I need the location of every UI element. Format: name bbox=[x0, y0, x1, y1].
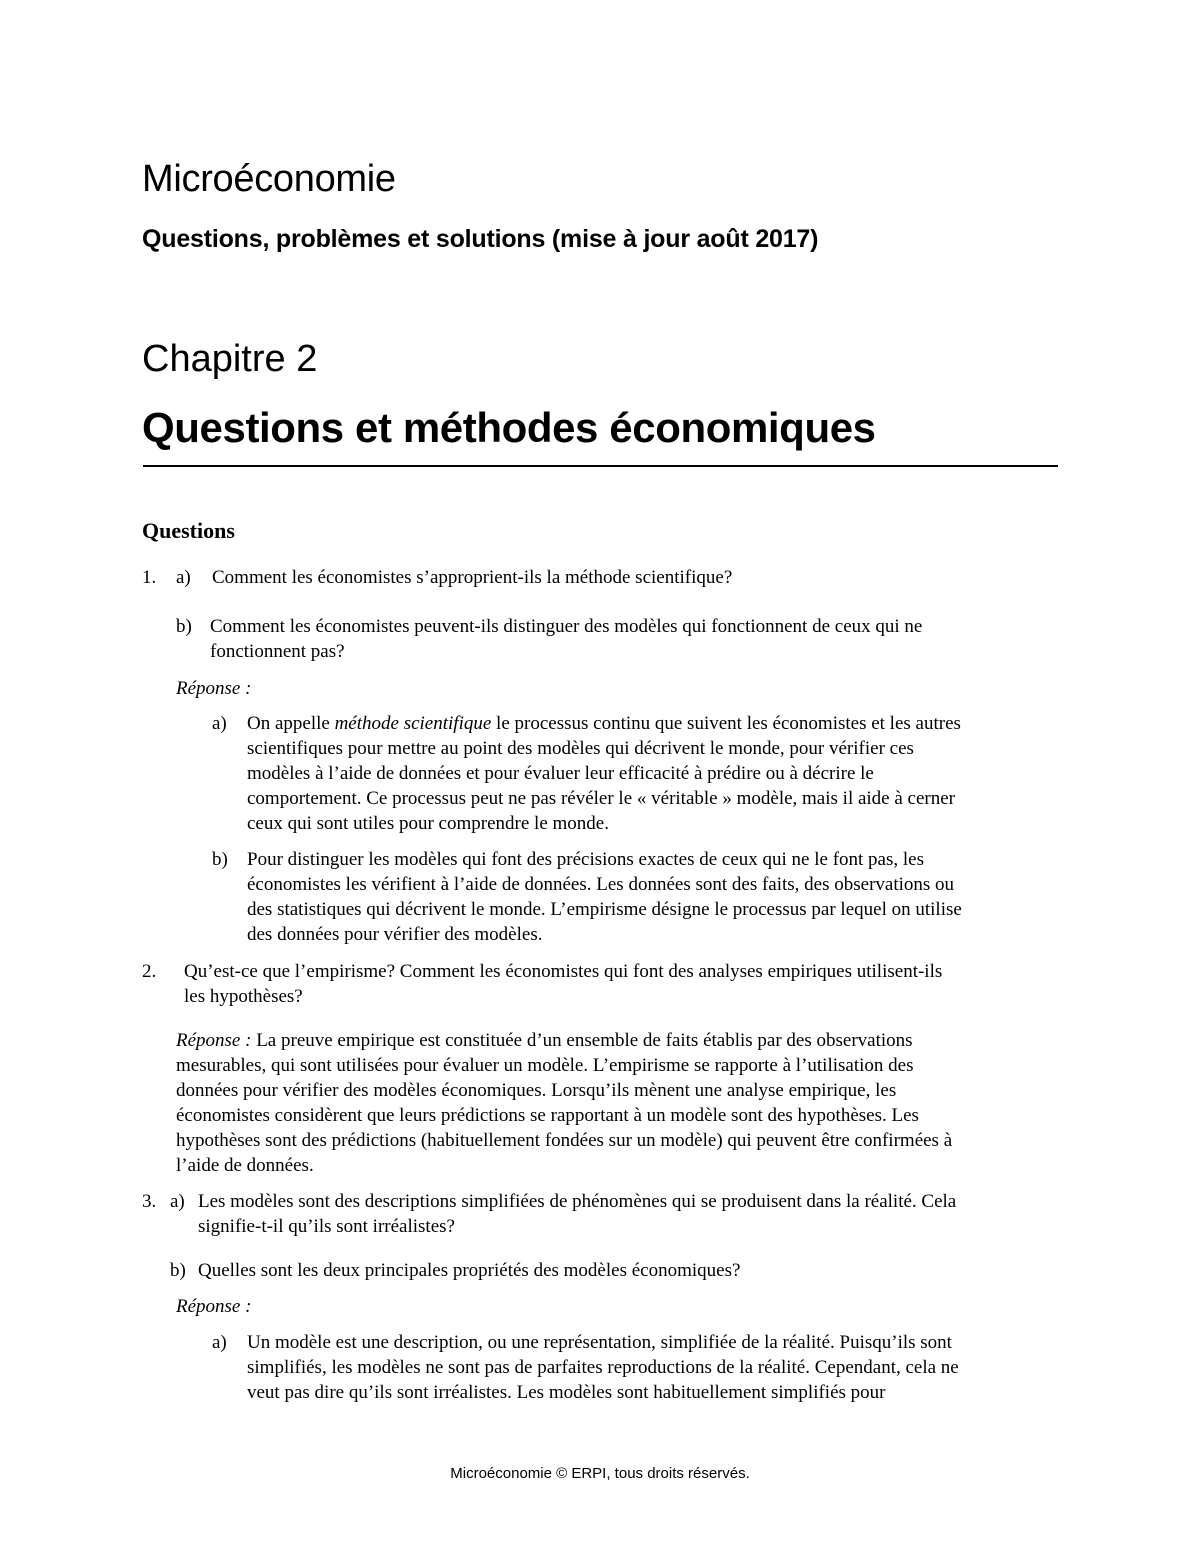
term-methode-scientifique: méthode scientifique bbox=[334, 713, 492, 734]
answer-1a-line: comportement. Ce processus peut ne pas révéler le « véritable » modèle, mais il aide à cerner bbox=[247, 788, 956, 809]
answer-part-label: a) bbox=[212, 713, 227, 734]
answer-1a-prefix: On appelle bbox=[247, 713, 335, 734]
question-part-label: b) bbox=[176, 616, 192, 637]
answer-1a-line bbox=[247, 711, 961, 736]
question-1b-text-line: fonctionnent pas? bbox=[210, 641, 345, 662]
answer-1b-line: économistes les vérifient à l’aide de données. Les données sont des faits, des observations ou bbox=[247, 874, 955, 895]
answer-3a-line: veut pas dire qu’ils sont irréalistes. Les modèles sont habituellement simplifiés pour bbox=[247, 1382, 886, 1403]
book-subtitle: Questions, problèmes et solutions (mise à jour août 2017) bbox=[142, 225, 819, 253]
reponse-label: Réponse : bbox=[176, 1296, 252, 1317]
answer-2-line: données pour vérifier des modèles économiques. Lorsqu’ils mènent une analyse empirique, les bbox=[176, 1080, 897, 1101]
book-title: Microéconomie bbox=[142, 158, 396, 200]
section-heading-questions: Questions bbox=[142, 518, 235, 543]
answer-2-line: mesurables, qui sont utilisées pour évaluer un modèle. L’empirisme se rapporte à l’utilisation des bbox=[176, 1055, 914, 1076]
page-footer: Microéconomie © ERPI, tous droits réservés. bbox=[450, 1465, 750, 1482]
chapter-label: Chapitre 2 bbox=[142, 338, 318, 380]
question-1b-text-line: Comment les économistes peuvent-ils distinguer des modèles qui fonctionnent de ceux qui ne bbox=[210, 616, 923, 637]
question-part-label: a) bbox=[176, 567, 191, 588]
question-number: 2. bbox=[142, 961, 157, 982]
answer-1a-suffix: le processus continu que suivent les économistes et les autres bbox=[491, 713, 961, 734]
chapter-title: Questions et méthodes économiques bbox=[142, 404, 876, 451]
answer-2-line bbox=[176, 1028, 913, 1053]
answer-2-line: l’aide de données. bbox=[176, 1155, 314, 1176]
answer-3a-line: simplifiés, les modèles ne sont pas de parfaites reproductions de la réalité. Cependant, cela ne bbox=[247, 1357, 959, 1378]
chapter-title-rule bbox=[143, 465, 1058, 467]
question-number: 3. bbox=[142, 1191, 157, 1212]
question-part-label: b) bbox=[170, 1260, 186, 1281]
answer-2-first-text: La preuve empirique est constituée d’un ensemble de faits établis par des observations bbox=[251, 1030, 913, 1051]
answer-1a-line: modèles à l’aide de données et pour évaluer leur efficacité à prédire ou à décrire le bbox=[247, 763, 874, 784]
reponse-label: Réponse : bbox=[176, 1030, 252, 1051]
question-number: 1. bbox=[142, 567, 157, 588]
answer-1b-line: des statistiques qui décrivent le monde. L’empirisme désigne le processus par lequel on utilise bbox=[247, 899, 962, 920]
question-3b-text: Quelles sont les deux principales propriétés des modèles économiques? bbox=[198, 1260, 741, 1281]
question-3a-text-line: signifie-t-il qu’ils sont irréalistes? bbox=[198, 1216, 455, 1237]
answer-1b-line: Pour distinguer les modèles qui font des précisions exactes de ceux qui ne le font pas, les bbox=[247, 849, 924, 870]
answer-part-label: b) bbox=[212, 849, 228, 870]
question-part-label: a) bbox=[170, 1191, 185, 1212]
answer-1a-line: scientifiques pour mettre au point des modèles qui décrivent le monde, pour vérifier ces bbox=[247, 738, 914, 759]
answer-part-label: a) bbox=[212, 1332, 227, 1353]
question-1a-text: Comment les économistes s’approprient-ils la méthode scientifique? bbox=[212, 567, 733, 588]
reponse-label: Réponse : bbox=[176, 678, 252, 699]
answer-2-line: économistes considèrent que leurs prédictions se rapportant à un modèle sont des hypothèses. Les bbox=[176, 1105, 919, 1126]
question-2-text-line: les hypothèses? bbox=[184, 986, 303, 1007]
answer-1a-line: ceux qui sont utiles pour comprendre le monde. bbox=[247, 813, 609, 834]
answer-2-line: hypothèses sont des prédictions (habituellement fondées sur un modèle) qui peuvent être confirmées à bbox=[176, 1130, 953, 1151]
question-2-text-line: Qu’est-ce que l’empirisme? Comment les économistes qui font des analyses empiriques utilisent-ils bbox=[184, 961, 943, 982]
question-3a-text-line: Les modèles sont des descriptions simplifiées de phénomènes qui se produisent dans la réalité. Cela bbox=[198, 1191, 957, 1212]
answer-3a-line: Un modèle est une description, ou une représentation, simplifiée de la réalité. Puisqu’ils sont bbox=[247, 1332, 952, 1353]
answer-1b-line: des données pour vérifier des modèles. bbox=[247, 924, 543, 945]
